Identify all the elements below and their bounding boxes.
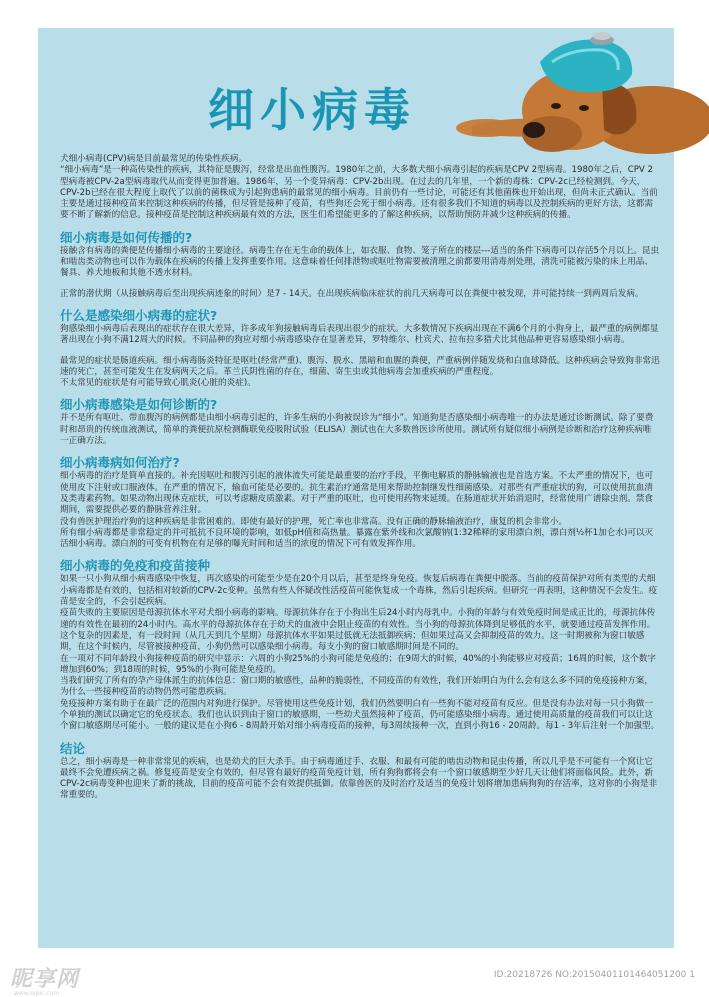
- section-paragraph: 狗感染细小病毒后表现出的症状存在很大差异，许多成年狗接触病毒后表现出很少的症状。大多数情况下疾病出现在不满6个月的小狗身上，最严重的病例都显著出现在小狗不满12周大的时候。不同品种的狗应对细小病毒感染存在显著差异，罗特维尔、杜宾犬、拉布拉多猎犬比其他品种更容易感染细小病毒。: [60, 323, 659, 346]
- watermark-bar: [0, 958, 709, 997]
- section-heading-vaccination: 细小病毒的免疫和疫苗接种: [60, 558, 211, 574]
- section-paragraph: 接触含有病毒的粪便是传播细小病毒的主要途径。病毒生存在无生命的载体上，如衣服、食物、笼子所在的楼层---适当的条件下病毒可以存活5个月以上。昆虫和啮齿类动物也可以作为载体在疾病的传播上发挥重要作用。这意味着任何排泄物或呕吐物需要被清理之前都要用消毒剂处理，清洗可能被污染的床上用品、餐具、养犬地板和其他不透水材料。: [60, 245, 660, 279]
- watermark-id: ID:20218726 NO:20150401101464051200 1: [493, 970, 695, 980]
- section-paragraph: 所有细小病毒都是非常稳定的并可抵抗不良环境的影响，如低pH值和高热量。暴露在紫外线和次氯酸钠(1:32稀释的家用漂白剂，漂白剂½杯1加仑水)可以灭活细小病毒。漂白剂的可变有机物在有足够的曝光时间和适当的浓度的情况下可有效发挥作用。: [60, 527, 654, 550]
- section-paragraph: 在一项对不同年龄段小狗接种疫苗的研究中显示：六周的小狗25%的小狗可能是免疫的；在9周大的时候，40%的小狗能够应对疫苗；16周的时候，这个数字增加到60%；到18周的时候，95%的小狗可能是免疫的。: [60, 653, 657, 675]
- sick-dog-illustration: [452, 22, 709, 162]
- section-paragraph: 并不是所有呕吐、带血腹泻的病例都是由细小病毒引起的，许多生病的小狗被误诊为“细小”。知道狗是否感染细小病毒唯一的办法是通过诊断测试。除了要费时和昂贵的传统血液测试，简单的粪便抗原检测酶联免疫吸附试验（ELISA）测试也在大多数兽医诊所使用。测试所有疑似细小病例是诊断和治疗这种疾病唯一正确方法。: [60, 413, 654, 447]
- intro-paragraph: 犬细小病毒(CPV)病是目前最常见的传染性疾病。: [60, 154, 248, 164]
- section-paragraph: 总之，细小病毒是一种非常常见的疾病，也是幼犬的巨大杀手。由于病毒通过手、衣服、和最有可能的啮齿动物和昆虫传播，所以几乎是不可能有一个窝让它最终不会免遭疾病之祸。修复疫苗是安全有效的，但尽管有最好的疫苗免疫计划，所有狗狗都将会有一个窗口敏感期至少好几天让他们将面临风险。此外，新CPV-2c病毒变种也迎来了新的挑战，目前的疫苗可能不会有效提供抵御。依靠兽医的及时治疗及适当的免疫计划将增加患病狗狗的存活率，这对你的小狗是非常重要的。: [60, 756, 658, 801]
- section-paragraph: 免疫接种方案有助于在最广泛的范围内对狗进行保护。尽管使用这些免疫计划，我们仍然要明白有一些狗不能对疫苗有反应。但是没有办法对每一只小狗做一个单独的测试以确定它的免疫状态。我们也认识到由于窗口的敏感期，一些幼犬虽然接种了疫苗，仍可能感染细小病毒。通过使用高质量的疫苗我们可以让这个窗口敏感期尽可能小。一般的建议是在小狗6 - 8周龄开始对细小病毒疫苗的接种，每3周续接种一次，直到小狗16 - 20周龄。每1 - 3年后注射一个加强型。: [60, 698, 660, 732]
- section-paragraph: 当我们研究了所有的孕产母体派生的抗体信息：窗口期的敏感性，品种的脆弱性，不同疫苗的有效性，我们开始明白为什么会有这么多不同的免疫接种方案，为什么一些接种疫苗的动物仍然可能患疾病。: [60, 676, 653, 698]
- section-paragraph: 细小病毒的治疗是简单直接的。补充因呕吐和腹泻引起的液体流失可能是最重要的治疗手段，平衡电解质的静脉输液也是首选方案。不太严重的情况下，也可使用皮下注射或口服液体。在严重的情况下，输血可能是必要的。抗生素治疗通常是用来帮助控制继发性细菌感染。对那些有严重症状的狗，可以使用抗血清及类毒素药物。如果动物出现休克症状，可以考虑糖皮质激素。对于严重的呕吐，也可使用药物来延缓。在肠道症状开始消退时，经常使用广谱除虫剂。禁食期间，需要提供必要的静脉营养注射。: [60, 471, 653, 516]
- intro-paragraph: “细小病毒”是一种高传染性的疾病，其特征是腹泻，经常是出血性腹泻。1980年之前，大多数犬细小病毒引起的疾病是CPV 2型病毒。1980年之后，CPV 2型病毒被CPV-2a型病毒取代从而变得更加普遍。1986年，另一个变异病毒：CPV-2b出现。在过去的几年里，一个新的毒株：CPV-2c已经检测到。今天，CPV-2b已经在很大程度上取代了以前的菌株成为引起狗患病的最常见的细小病毒。目前仍有一些讨论，可能还有其他菌株也开始出现，但尚未正式确认。当前主要是通过接种疫苗来控制这种疾病的传播，但尽管是接种了疫苗，有些狗还会死于细小病毒。还有很多我们不知道的病毒以及控制疾病的更好方法，这都需要不断了解新的信息。接种疫苗是控制这种疾病最有效的方法，医生们希望能更多的了解这种疾病，以帮助预防并减少这种疾病的传播。: [60, 165, 658, 221]
- section-heading-diagnosis: 细小病毒感染是如何诊断的?: [60, 397, 218, 413]
- section-heading-transmission: 细小病毒是如何传播的?: [60, 229, 193, 245]
- article-body: [60, 154, 660, 811]
- section-paragraph: 疫苗失败的主要原因是母源抗体水平对犬细小病毒的影响。母源抗体存在于小狗出生后24小时内母乳中。小狗的年龄与有效免疫时间是成正比的，母源抗体传递的有效性在最初的24小时内。高水平的母源抗体存在于幼犬的血液中会阻止疫苗的有效性。当小狗的母源抗体降到足够低的水平，就要通过疫苗发挥作用。这个复杂的因素是，有一段时间（从几天到几个星期）母源抗体水平如果过低就无法抵御疾病；但如果过高又会抑制疫苗的效力。这一时期被称为窗口敏感期，在这个时候内，尽管被接种疫苗，小狗仍然可以感染细小病毒。每支小狗的窗口敏感期时间是不同的。: [60, 608, 656, 653]
- page-title: 细小病毒: [208, 83, 416, 137]
- watermark-site: www.nipic.com: [14, 990, 60, 997]
- section-heading-treatment: 细小病毒病如何治疗?: [60, 455, 180, 471]
- watermark-logo: 昵享网: [10, 967, 80, 992]
- section-paragraph: 不太常见的症状是有可能导致心肌炎(心脏的炎症)。: [60, 378, 256, 389]
- section-heading-conclusion: 结论: [60, 740, 86, 756]
- section-paragraph: 正常的潜伏期（从接触病毒后至出现疾病迹象的时间）是7 - 14天。在出现疾病临床症状的前几天病毒可以在粪便中被发现，并可能持续一到两周后发病。: [60, 288, 644, 299]
- section-heading-symptoms: 什么是感染细小病毒的症状?: [60, 307, 218, 323]
- section-paragraph: 如果一只小狗从细小病毒感染中恢复，再次感染的可能至少是在20个月以后，甚至是终身免疫。恢复后病毒在粪便中脱落。当前的疫苗保护对所有类型的犬细小病毒都是有效的，包括相对较新的CPV-2c变种。虽然有些人怀疑改性活疫苗可能恢复成一个毒株，然后引起疾病。但研究一再表明，这种情况不会发生。疫苗是安全的，不会引起疾病。: [60, 574, 658, 608]
- section-paragraph: 最常见的症状是肠道疾病。细小病毒肠炎特征是呕吐(经常严重)、腹泻、脱水、黑暗和血腥的粪便，严重病例伴随发烧和白血球降低。这种疾病会导致狗非常迅速的死亡，甚至可能发生在发病两天之后。革兰氏阴性菌的存在，细菌、寄生虫或其他病毒会加重疾病的严重程度。: [60, 355, 660, 377]
- section-paragraph: 没有兽医护理治疗狗的这种疾病是非常困难的。即使有最好的护理，死亡率也非常高。没有正确的静脉输液治疗，康复的机会非常小。: [60, 516, 568, 527]
